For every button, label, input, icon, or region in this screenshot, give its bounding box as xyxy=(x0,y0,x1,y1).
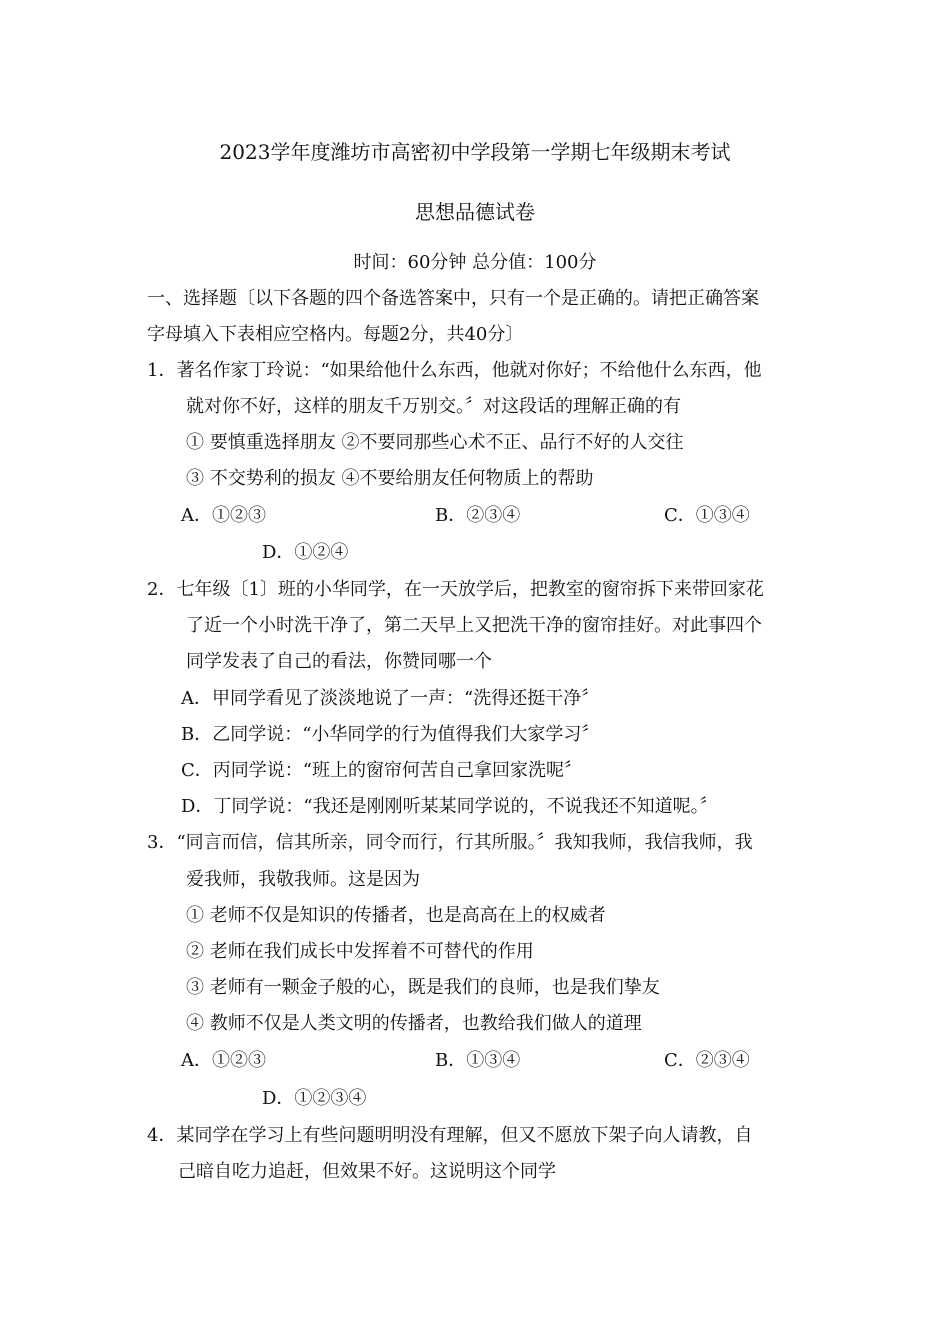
q2-option-b: B．乙同学说：“小华同学的行为值得我们大家学习〞 xyxy=(181,724,600,745)
q3-statement-2: ② 老师在我们成长中发挥着不可替代的作用 xyxy=(186,941,534,962)
q2-stem-line-2: 了近一个小时洗干净了，第二天早上又把洗干净的窗帘挂好。对此事四个 xyxy=(186,615,762,636)
section-intro-line-2: 字母填入下表相应空格内。每题2分，共40分〕 xyxy=(147,324,524,345)
q3-statement-4: ④ 教师不仅是人类文明的传播者，也教给我们做人的道理 xyxy=(186,1013,642,1034)
q3-statement-1: ① 老师不仅是知识的传播者，也是高高在上的权威者 xyxy=(186,905,606,926)
q2-stem-line-3: 同学发表了自己的看法，你赞同哪一个 xyxy=(186,651,492,672)
q1-option-a: A．①②③ xyxy=(181,505,266,526)
q3-option-b: B．①③④ xyxy=(435,1050,521,1071)
q2-option-c: C．丙同学说：“班上的窗帘何苦自己拿回家洗呢〞 xyxy=(181,760,582,781)
q3-option-d: D．①②③④ xyxy=(262,1088,367,1109)
q1-option-c: C．①③④ xyxy=(664,505,750,526)
q1-stem-line-1: 1．著名作家丁玲说：“如果给他什么东西，他就对你好；不给他什么东西，他 xyxy=(147,360,762,381)
q3-option-c: C．②③④ xyxy=(664,1050,750,1071)
section-intro-line-1: 一、选择题〔以下各题的四个备选答案中，只有一个是正确的。请把正确答案 xyxy=(147,288,759,309)
q3-stem-line-1: 3．“同言而信，信其所亲，同令而行，行其所服。〞我知我师，我信我师，我 xyxy=(147,832,753,853)
q3-stem-line-2: 爱我师，我敬我师。这是因为 xyxy=(186,869,420,890)
q2-option-a: A．甲同学看见了淡淡地说了一声：“洗得还挺干净〞 xyxy=(181,688,600,709)
exam-subtitle: 思想品德试卷 xyxy=(415,200,535,224)
q1-option-d: D．①②④ xyxy=(262,542,349,563)
q4-stem-line-1: 4．某同学在学习上有些问题明明没有理解，但又不愿放下架子向人请教，自 xyxy=(147,1125,753,1146)
exam-info: 时间：60分钟 总分值：100分 xyxy=(353,252,597,273)
q1-statement-2: ③ 不交势利的损友 ④不要给朋友任何物质上的帮助 xyxy=(186,468,594,489)
q2-option-d: D．丁同学说：“我还是刚刚听某某同学说的，不说我还不知道呢。〞 xyxy=(181,796,718,817)
q4-stem-line-2: 己暗自吃力追赶，但效果不好。这说明这个同学 xyxy=(178,1161,556,1182)
q2-stem-line-1: 2．七年级〔1〕班的小华同学，在一天放学后，把教室的窗帘拆下来带回家花 xyxy=(147,579,764,600)
q1-stem-line-2: 就对你不好，这样的朋友千万别交。〞对这段话的理解正确的有 xyxy=(186,396,681,417)
q3-option-a: A．①②③ xyxy=(181,1050,266,1071)
q1-option-b: B．②③④ xyxy=(435,505,521,526)
q1-statement-1: ① 要慎重选择朋友 ②不要同那些心术不正、品行不好的人交往 xyxy=(186,432,684,453)
exam-title: 2023学年度潍坊市高密初中学段第一学期七年级期末考试 xyxy=(219,140,731,164)
q3-statement-3: ③ 老师有一颗金子般的心，既是我们的良师，也是我们挚友 xyxy=(186,977,660,998)
